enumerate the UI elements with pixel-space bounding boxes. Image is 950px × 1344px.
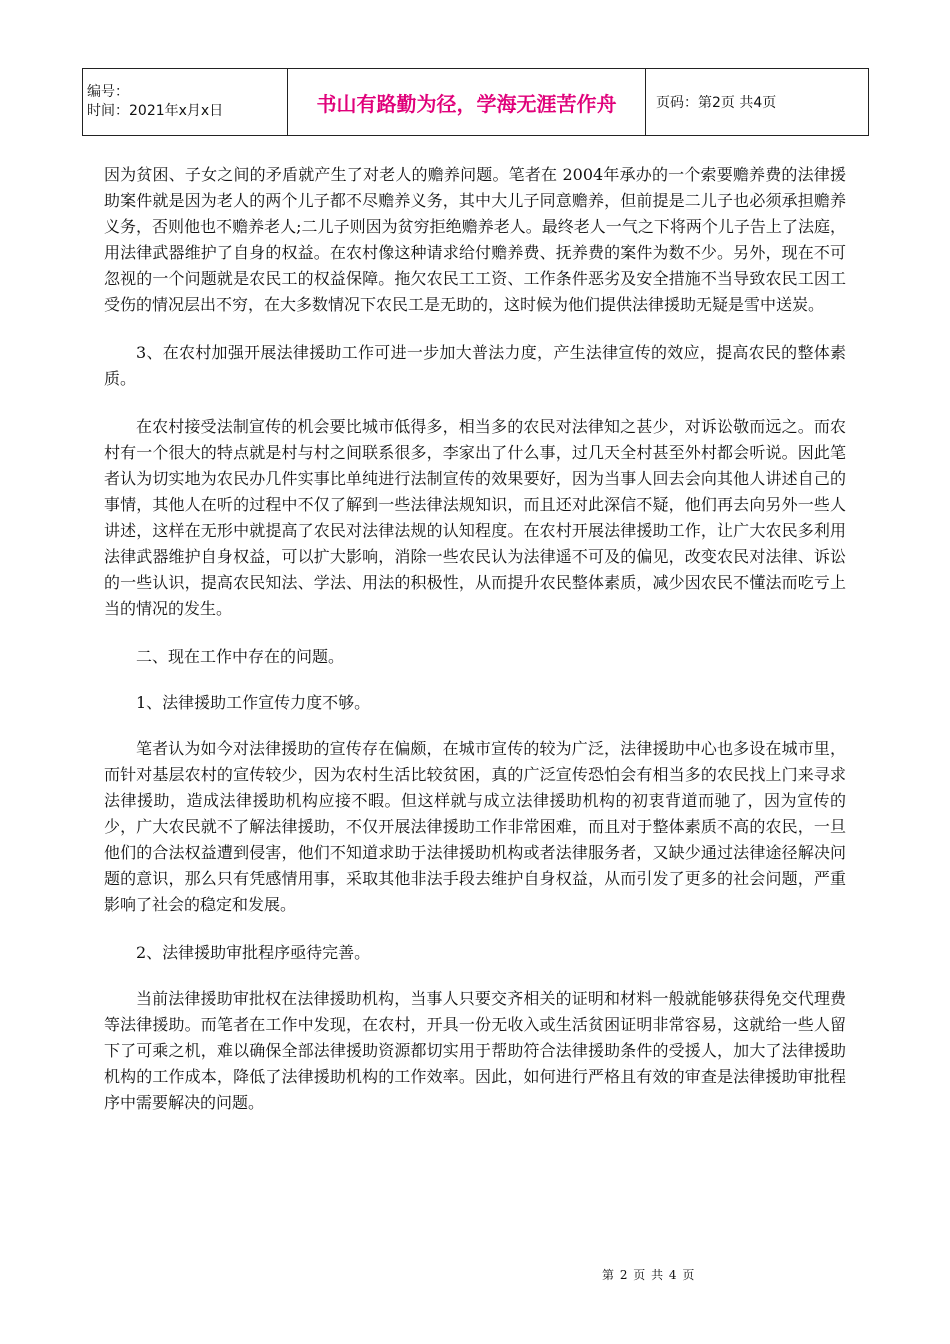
document-header <box>82 68 869 136</box>
document-code-label: 编号： <box>87 84 129 100</box>
section-heading-2: 二、现在工作中存在的问题。 <box>136 647 345 666</box>
subsection-heading-2: 2、法律援助审批程序亟待完善。 <box>136 943 371 962</box>
subsection-heading-3: 3、在农村加强开展法律援助工作可进一步加大普法力度，产生法律宣传的效应，提高农民的整体素质。 <box>104 343 846 388</box>
document-date-label: 时间：2021年x月x日 <box>87 103 224 119</box>
header-info-cell <box>83 69 288 136</box>
subsection-heading-1: 1、法律援助工作宣传力度不够。 <box>136 693 371 712</box>
header-page-label: 页码：第2页 共4页 <box>646 69 869 136</box>
paragraph: 笔者认为如今对法律援助的宣传存在偏颇，在城市宣传的较为广泛，法律援助中心也多设在城市里，而针对基层农村的宣传较少，因为农村生活比较贫困，真的广泛宣传恐怕会有相当多的农民找上门来寻求法律援助，造成法律援助机构应接不暇。但这样就与成立法律援助机构的初衷背道而驰了，因为宣传的少，广大农民就不了解法律援助，不仅开展法律援助工作非常困难，而且对于整体素质不高的农民，一旦他们的合法权益遭到侵害，他们不知道求助于法律援助机构或者法律服务者，又缺少通过法律途径解决问题的意识，那么只有凭感情用事，采取其他非法手段去维护自身权益，从而引发了更多的社会问题，严重影响了社会的稳定和发展。 <box>104 739 846 914</box>
paragraph: 在农村接受法制宣传的机会要比城市低得多，相当多的农民对法律知之甚少，对诉讼敬而远之。而农村有一个很大的特点就是村与村之间联系很多，李家出了什么事，过几天全村甚至外村都会听说。因此笔者认为切实地为农民办几件实事比单纯进行法制宣传的效果要好，因为当事人回去会向其他人讲述自己的事情，其他人在听的过程中不仅了解到一些法律法规知识，而且还对此深信不疑，他们再去向另外一些人讲述，这样在无形中就提高了农民对法律法规的认知程度。在农村开展法律援助工作，让广大农民多利用法律武器维护自身权益，可以扩大影响，消除一些农民认为法律遥不可及的偏见，改变农民对法律、诉讼的一些认识，提高农民知法、学法、用法的积极性，从而提升农民整体素质，减少因农民不懂法而吃亏上当的情况的发生。 <box>104 417 846 618</box>
paragraph-continuation: 因为贫困、子女之间的矛盾就产生了对老人的赡养问题。笔者在 2004年承办的一个索要赡养费的法律援助案件就是因为老人的两个儿子都不尽赡养义务，其中大儿子同意赡养，但前提是二儿子也必须承担赡养义务，否则他也不赡养老人;二儿子则因为贫穷拒绝赡养老人。最终老人一气之下将两个儿子告上了法庭，用法律武器维护了自身的权益。在农村像这种请求给付赡养费、抚养费的案件为数不少。另外，现在不可忽视的一个问题就是农民工的权益保障。拖欠农民工工资、工作条件恶劣及安全措施不当导致农民工因工受伤的情况层出不穷，在大多数情况下农民工是无助的，这时候为他们提供法律援助无疑是雪中送炭。 <box>104 165 846 314</box>
header-motto: 书山有路勤为径，学海无涯苦作舟 <box>288 69 646 136</box>
document-body <box>104 162 846 1138</box>
paragraph: 当前法律援助审批权在法律援助机构，当事人只要交齐相关的证明和材料一般就能够获得免交代理费等法律援助。而笔者在工作中发现，在农村，开具一份无收入或生活贫困证明非常容易，这就给一些人留下了可乘之机，难以确保全部法律援助资源都切实用于帮助符合法律援助条件的受援人，加大了法律援助机构的工作成本，降低了法律援助机构的工作效率。因此，如何进行严格且有效的审查是法律援助审批程序中需要解决的问题。 <box>104 989 846 1112</box>
page-footer: 第 2 页 共 4 页 <box>602 1268 696 1282</box>
